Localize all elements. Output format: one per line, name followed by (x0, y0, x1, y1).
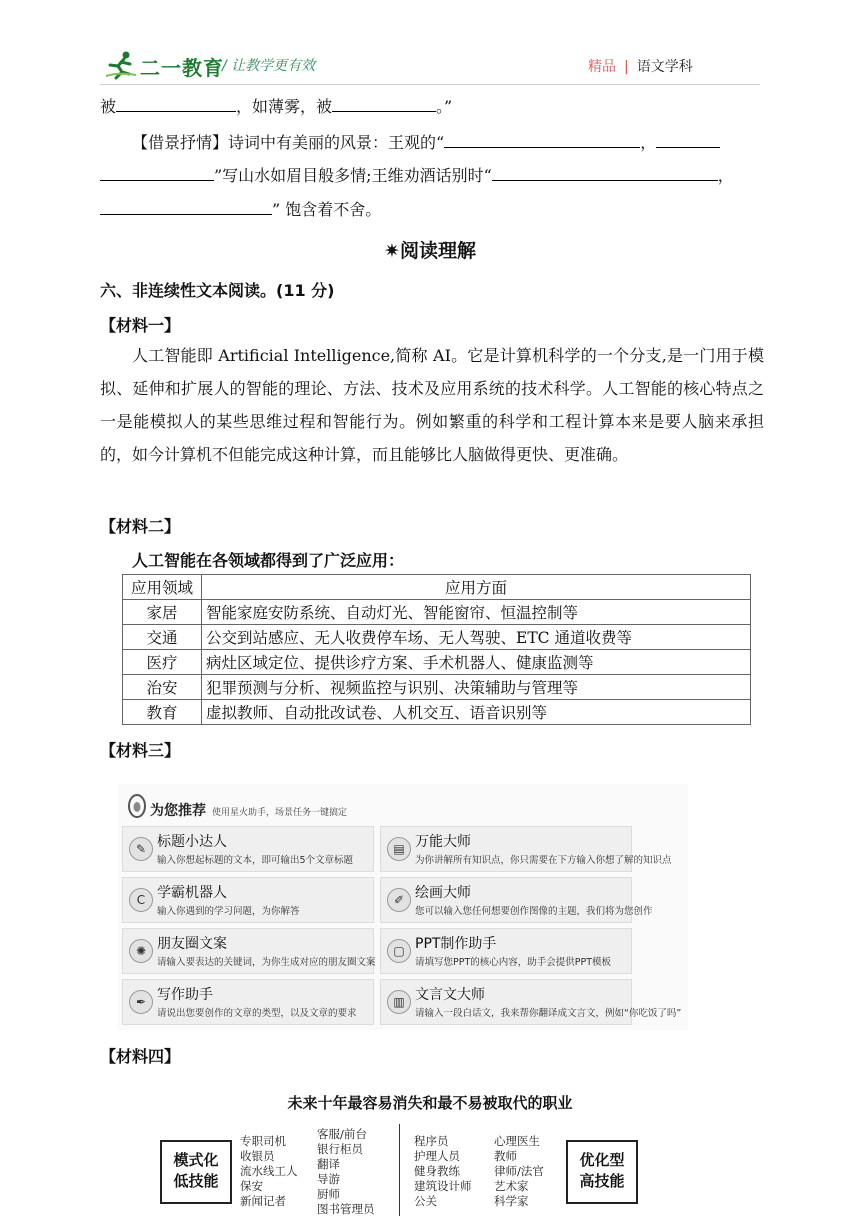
card-title: 万能大师 (415, 834, 471, 850)
high-skill-box (566, 1140, 638, 1204)
panel-subtitle: 使用星火助手，场景任务一键搞定 (212, 808, 348, 818)
box-line: 模式化 (173, 1151, 219, 1169)
box-line: 优化型 (579, 1151, 625, 1169)
card-description: 您可以输入您任何想要创作图像的主题，我们将为您创作 (415, 906, 653, 917)
cell-aspect: 智能家庭安防系统、自动灯光、智能窗帘、恒温控制等 (202, 600, 751, 625)
cell-field: 家居 (123, 600, 202, 625)
job-item: 程序员 (414, 1134, 449, 1148)
table-row (123, 650, 751, 675)
assistant-card[interactable] (380, 928, 632, 974)
cell-field: 治安 (123, 675, 202, 700)
table-row (123, 625, 751, 650)
runner-logo-icon (104, 50, 138, 80)
quill-icon: ✒ (129, 990, 153, 1014)
job-item: 银行柜员 (317, 1142, 363, 1156)
cell-aspect: 病灶区域定位、提供诊疗方案、手术机器人、健康监测等 (202, 650, 751, 675)
job-item: 厨师 (317, 1187, 340, 1201)
job-item: 教师 (494, 1149, 517, 1163)
job-item: 客服/前台 (317, 1127, 367, 1141)
job-item: 翻译 (317, 1157, 340, 1171)
assistant-card[interactable] (122, 877, 374, 923)
cell-aspect: 犯罪预测与分析、视频监控与识别、决策辅助与管理等 (202, 675, 751, 700)
assistant-card[interactable] (380, 979, 682, 1025)
slides-icon: ▢ (387, 939, 411, 963)
fill-text: ，如薄雾，被 (236, 97, 333, 116)
fill-line-4 (100, 200, 381, 220)
assistant-card[interactable] (380, 877, 653, 923)
low-skill-box (160, 1140, 232, 1204)
assistant-card[interactable] (122, 826, 374, 872)
job-item: 新闻记者 (240, 1194, 286, 1208)
header-separator: | (624, 59, 629, 75)
brand-logo-text: 二一教育 (140, 56, 224, 80)
job-item: 护理人员 (414, 1149, 460, 1163)
card-title: 标题小达人 (157, 834, 227, 850)
answer-blank[interactable] (100, 166, 214, 181)
material2-label: 【材料二】 (100, 517, 181, 536)
robot-icon: C (129, 888, 153, 912)
fill-line-3 (100, 166, 734, 186)
header-aspect: 应用方面 (202, 575, 751, 600)
scroll-icon: ▥ (387, 990, 411, 1014)
header-divider (100, 84, 760, 85)
material3-label: 【材料三】 (100, 741, 181, 760)
brush-icon: ✐ (387, 888, 411, 912)
header-field: 应用领域 (123, 575, 202, 600)
card-title: PPT制作助手 (415, 936, 497, 952)
cell-field: 医疗 (123, 650, 202, 675)
material1-paragraph: 人工智能即 Artificial Intelligence,简称 AI。它是计算机科学的一个分支,是一门用于模拟、延伸和扩展人的智能的理论、方法、技术及应用系统的技术科学。人工智能的核心特点之一是能模拟人的某些思维过程和智能行为。例如繁重的科学和工程计算本来是要人脑来承担的，如今计算机不但能完成这种计算，而且能够比人脑做得更快、更准确。 (100, 346, 764, 464)
cell-field: 教育 (123, 700, 202, 725)
header-subject-tag (588, 56, 693, 76)
box-line: 低技能 (173, 1172, 219, 1190)
card-description: 为你讲解所有知识点，你只需要在下方输入你想了解的知识点 (415, 855, 672, 866)
brand-slogan: / 让教学更有效 (222, 58, 316, 74)
card-description: 请填写您PPT的核心内容，助手会提供PPT模板 (415, 957, 612, 968)
answer-blank[interactable] (492, 166, 718, 181)
fill-text: 。” (436, 97, 453, 116)
job-item: 保安 (240, 1179, 263, 1193)
table-row (123, 700, 751, 725)
job-item: 心理医生 (494, 1134, 540, 1148)
fill-line-2 (132, 133, 720, 153)
table-row (123, 675, 751, 700)
table-row (123, 600, 751, 625)
job-item: 收银员 (240, 1149, 275, 1163)
job-item: 建筑设计师 (414, 1179, 472, 1193)
box-line: 高技能 (579, 1172, 625, 1190)
job-item: 专职司机 (240, 1134, 286, 1148)
fill-text: ， (640, 133, 657, 152)
fill-text: 被 (100, 97, 117, 116)
fill-text: ， (717, 166, 734, 185)
job-item: 艺术家 (494, 1179, 529, 1193)
card-description: 请说出您要创作的文章的类型，以及文章的要求 (157, 1008, 357, 1019)
card-title: 文言文大师 (415, 987, 485, 1003)
job-item: 科学家 (494, 1194, 529, 1208)
vanishing-jobs-col2 (317, 1127, 375, 1217)
job-item: 健身教练 (414, 1164, 460, 1178)
fill-text: ”写山水如眉目般多情;王维劝酒话别时“ (214, 166, 492, 185)
quality-label: 精品 (588, 59, 616, 75)
card-description: 输入你想起标题的文本，即可输出5个文章标题 (157, 855, 354, 866)
cell-aspect: 公交到站感应、无人收费停车场、无人驾驶、ETC 通道收费等 (202, 625, 751, 650)
question-title: 六、非连续性文本阅读。(11 分) (100, 281, 335, 300)
assistant-recommend-panel (118, 784, 688, 1030)
vanishing-jobs-col1 (240, 1134, 298, 1209)
section-title: ✷阅读理解 (384, 240, 476, 262)
cell-field: 交通 (123, 625, 202, 650)
job-item: 导游 (317, 1172, 340, 1186)
jobs-divider (399, 1124, 400, 1216)
applications-table (122, 574, 751, 725)
panel-title (150, 800, 347, 820)
book-icon: ▤ (387, 837, 411, 861)
jobs-chart-title: 未来十年最容易消失和最不易被取代的职业 (287, 1094, 573, 1112)
panel-title-text: 为您推荐 (150, 803, 206, 819)
card-description: 请输入要表达的关键词，为你生成对应的朋友圈文案 (157, 957, 376, 968)
fill-text: 【借景抒情】诗词中有美丽的风景：王观的“ (132, 133, 445, 152)
answer-blank[interactable] (116, 97, 236, 112)
material4-label: 【材料四】 (100, 1047, 181, 1066)
card-description: 请输入一段白话文，我来帮你翻译成文言文，例如“你吃饭了吗” (415, 1008, 682, 1019)
job-item: 图书管理员 (317, 1202, 375, 1216)
safe-jobs-col2 (494, 1134, 544, 1209)
job-item: 公关 (414, 1194, 437, 1208)
material1-label: 【材料一】 (100, 316, 181, 335)
card-title: 绘画大师 (415, 885, 471, 901)
fill-line-1 (100, 97, 452, 117)
card-title: 学霸机器人 (157, 885, 227, 901)
spark-logo-icon (126, 790, 148, 820)
card-description: 输入你遇到的学习问题，为你解答 (157, 906, 300, 917)
answer-blank[interactable] (332, 97, 436, 112)
subject-label: 语文学科 (636, 59, 693, 75)
material2-intro: 人工智能在各领域都得到了广泛应用： (132, 551, 405, 570)
safe-jobs-col1 (414, 1134, 472, 1209)
answer-blank[interactable] (656, 133, 720, 148)
camera-icon: ✺ (129, 939, 153, 963)
cell-aspect: 虚拟教师、自动批改试卷、人机交互、语音识别等 (202, 700, 751, 725)
fill-text: ” 饱含着不舍。 (272, 200, 382, 219)
assistant-card[interactable] (380, 826, 672, 872)
pen-icon: ✎ (129, 837, 153, 861)
job-item: 流水线工人 (240, 1164, 298, 1178)
answer-blank[interactable] (444, 133, 640, 148)
card-title: 朋友圈文案 (157, 936, 227, 952)
job-item: 律师/法官 (494, 1164, 544, 1178)
answer-blank[interactable] (100, 200, 272, 215)
assistant-card[interactable] (122, 928, 374, 974)
assistant-card[interactable] (122, 979, 374, 1025)
table-header-row (123, 575, 751, 600)
card-title: 写作助手 (157, 987, 213, 1003)
